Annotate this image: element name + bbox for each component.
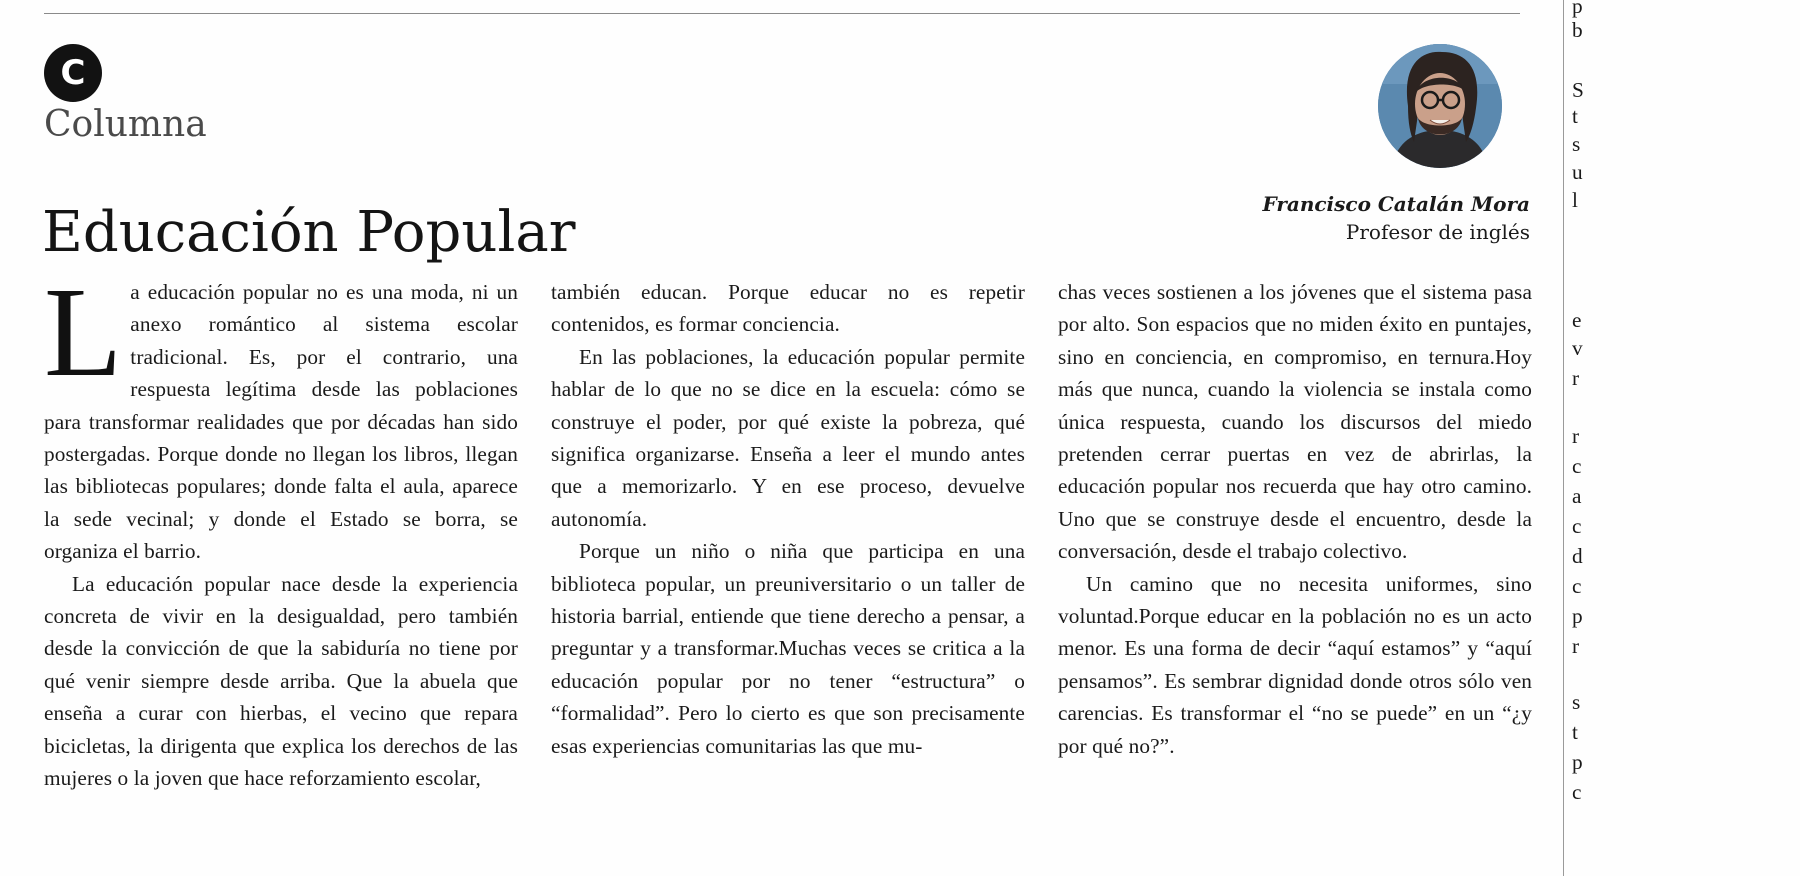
article-column-1 — [44, 261, 518, 795]
author-role: Profesor de inglés — [1345, 220, 1530, 244]
edge-letter: l — [1572, 188, 1578, 212]
paragraph: La educación popular nace desde la experiencia concreta de vivir en la desigualdad, pero también desde la convicción de que la sabiduría no tiene por qué venir siempre desde arriba. Que la abuela que enseña a curar con hierbas, el vecino que repara bicicletas, la dirigenta que explica los derechos de las mujeres o la joven que hace reforzamiento escolar, — [44, 571, 518, 791]
paragraph-text: a educación popular no es una moda, ni un anexo romántico al sistema escolar tradicional. Es, por el contrario, una respuesta legítima desde las poblaciones para transformar realidades que por décadas han sido postergadas. Porque donde no llegan los libros, llegan las bibliotecas populares; donde falta el aula, aparece la sede vecinal; y donde el Estado se borra, se organiza el barrio. — [44, 280, 518, 564]
edge-letter: r — [1572, 424, 1580, 448]
top-rule — [44, 13, 1520, 14]
edge-letter: t — [1572, 104, 1578, 128]
author-photo — [1378, 44, 1502, 168]
edge-letter: r — [1572, 366, 1580, 390]
edge-letter: c — [1572, 574, 1582, 598]
article-column-3 — [1058, 276, 1532, 762]
edge-letter: v — [1572, 336, 1583, 360]
edge-letter: b — [1572, 18, 1583, 42]
edge-letter: s — [1572, 132, 1581, 156]
edge-letter: e — [1572, 308, 1582, 332]
paragraph: chas veces sostienen a los jóvenes que el sistema pasa por alto. Son espacios que no miden éxito en puntajes, sino en conciencia, en compromiso, en ternura.Hoy más que nunca, cuando la violencia se instala como única respuesta, cuando los discursos del miedo pretenden cerrar puertas en vez de abrirlas, la educación popular nos recuerda que hay otro camino. Uno que se construye desde el encuentro, desde la conversación, desde el trabajo colectivo. — [1058, 280, 1532, 564]
paragraph: Porque un niño o niña que participa en una biblioteca popular, un preuniversitario o un taller de historia barrial, entiende que tiene derecho a pensar, a preguntar y a transformar.Muchas veces se critica a la educación popular por no tener “estructura” o “formalidad”. Pero lo cierto es que son precisamente esas experiencias comunitarias las que mu- — [551, 539, 1025, 758]
edge-letter: p — [1572, 0, 1583, 18]
edge-letter: t — [1572, 720, 1578, 744]
section-label: Columna — [44, 104, 207, 145]
paragraph: En las poblaciones, la educación popular permite hablar de lo que no se dice en la escuela: cómo se construye el poder, por qué existe la pobreza, qué significa organizarse. Enseña a leer el mundo antes que a memorizarlo. Y en ese proceso, devuelve autonomía. — [551, 344, 1025, 531]
paragraph: Un camino que no necesita uniformes, sino voluntad.Porque educar en la población no es un acto menor. Es una forma de decir “aquí estamos” y “aquí pensamos”. Es sembrar dignidad donde otros sólo ven carencias. Es transformar el “no se puede” en un “¿y por qué no?”. — [1058, 571, 1532, 758]
edge-letter: a — [1572, 484, 1582, 508]
edge-letter: c — [1572, 780, 1582, 804]
author-name: Francisco Catalán Mora — [1262, 192, 1530, 216]
adjacent-column-fragment — [1572, 0, 1612, 876]
drop-cap: L — [44, 261, 123, 403]
edge-letter: p — [1572, 604, 1583, 628]
paragraph — [44, 261, 518, 568]
edge-letter: d — [1572, 544, 1583, 568]
edge-letter: r — [1572, 634, 1580, 658]
column-divider — [1563, 0, 1564, 876]
edge-letter: s — [1572, 690, 1581, 714]
paragraph: también educan. Porque educar no es repetir contenidos, es formar conciencia. — [551, 280, 1025, 337]
edge-letter: S — [1572, 78, 1584, 102]
edge-letter: u — [1572, 160, 1583, 184]
edge-letter: c — [1572, 454, 1582, 478]
edge-letter: c — [1572, 514, 1582, 538]
section-badge: C — [44, 44, 102, 102]
article-column-2 — [551, 276, 1025, 762]
edge-letter: p — [1572, 750, 1583, 774]
headline: Educación Popular — [42, 200, 576, 265]
author-portrait-icon — [1378, 44, 1502, 168]
